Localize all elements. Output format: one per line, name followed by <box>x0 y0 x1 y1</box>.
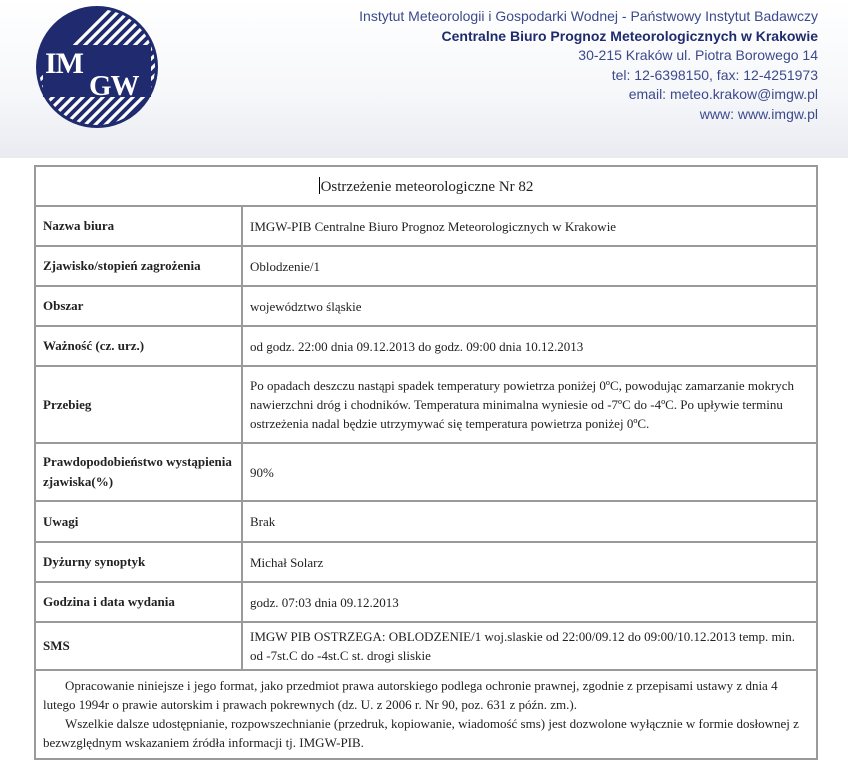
table-row <box>35 622 817 670</box>
svg-text:IM: IM <box>45 47 83 80</box>
row-value: IMGW PIB OSTRZEGA: OBLODZENIE/1 woj.slaskie od 22:00/09.12 do 09:00/10.12.2013 temp. min. od -7st.C do -4st.C st. drogi sliskie <box>242 622 817 670</box>
text-cursor <box>319 177 320 194</box>
row-label: SMS <box>35 622 242 670</box>
distribution-paragraph: Wszelkie dalsze udostępnianie, rozpowszechnianie (przedruk, kopiowanie, wiadomość sms) jest dozwolone wyłącznie w formie dosłownej z bezwzględnym wskazaniem źródła informacji tj. IMGW-PIB. <box>43 716 799 750</box>
table-row <box>35 326 817 366</box>
table-row <box>35 246 817 286</box>
row-label: Godzina i data wydania <box>35 582 242 622</box>
row-label: Uwagi <box>35 501 242 542</box>
row-value: IMGW-PIB Centralne Biuro Prognoz Meteorologicznych w Krakowie <box>242 206 817 246</box>
warning-table <box>34 165 818 760</box>
warning-title-cell <box>35 166 817 206</box>
address: 30-215 Kraków ul. Piotra Borowego 14 <box>578 47 818 63</box>
institute-contact <box>359 7 818 124</box>
copyright-notice <box>35 670 817 759</box>
table-row <box>35 501 817 542</box>
row-value: Oblodzenie/1 <box>242 246 817 286</box>
row-label: Zjawisko/stopień zagrożenia <box>35 246 242 286</box>
row-value: Po opadach deszczu nastąpi spadek temperatury powietrza poniżej 0ºC, powodując zamarzanie mokrych nawierzchni dróg i chodników. Temperatura minimalna wyniesie od -7ºC do -4ºC. Po upływie terminu ostrzeżenia nadal będzie utrzymywać się temperatura powietrza poniżej 0ºC. <box>242 366 817 443</box>
table-row <box>35 542 817 582</box>
imgw-logo <box>35 5 159 129</box>
table-row <box>35 206 817 246</box>
table-row <box>35 366 817 443</box>
table-row <box>35 582 817 622</box>
website[interactable]: www: www.imgw.pl <box>699 105 818 122</box>
warning-title: Ostrzeżenie meteorologiczne Nr 82 <box>320 178 534 195</box>
row-value: województwo śląskie <box>242 286 817 326</box>
row-value: Brak <box>242 501 817 542</box>
row-label: Obszar <box>35 286 242 326</box>
row-value: godz. 07:03 dnia 09.12.2013 <box>242 582 817 622</box>
row-label: Nazwa biura <box>35 206 242 246</box>
copyright-paragraph: Opracowanie niniejsze i jego format, jako przedmiot prawa autorskiego podlega ochronie prawnej, zgodnie z przepisami ustawy z dnia 4 lutego 1994r o prawie autorskim i prawach pokrewnych (dz. U. z 2006 r. Nr 90, poz. 631 z późn. zm.). <box>43 678 778 712</box>
title-row <box>35 166 817 206</box>
footer-row <box>35 670 817 759</box>
row-label: Prawdopodobieństwo wystąpienia zjawiska(%) <box>35 443 242 501</box>
svg-text:GW: GW <box>89 70 139 102</box>
row-label: Przebieg <box>35 366 242 443</box>
row-label: Dyżurny synoptyk <box>35 542 242 582</box>
office-name: Centralne Biuro Prognoz Meteorologicznych w Krakowie <box>441 27 818 44</box>
table-row <box>35 443 817 501</box>
phone-fax: tel: 12-6398150, fax: 12-4251973 <box>611 66 818 83</box>
table-row <box>35 286 817 326</box>
row-value: Michał Solarz <box>242 542 817 582</box>
row-label: Ważność (cz. urz.) <box>35 326 242 366</box>
row-value: od godz. 22:00 dnia 09.12.2013 do godz. 09:00 dnia 10.12.2013 <box>242 326 817 366</box>
email[interactable]: email: meteo.krakow@imgw.pl <box>628 86 818 102</box>
institute-name: Instytut Meteorologii i Gospodarki Wodnej - Państwowy Instytut Badawczy <box>359 8 818 24</box>
row-value: 90% <box>242 443 817 501</box>
